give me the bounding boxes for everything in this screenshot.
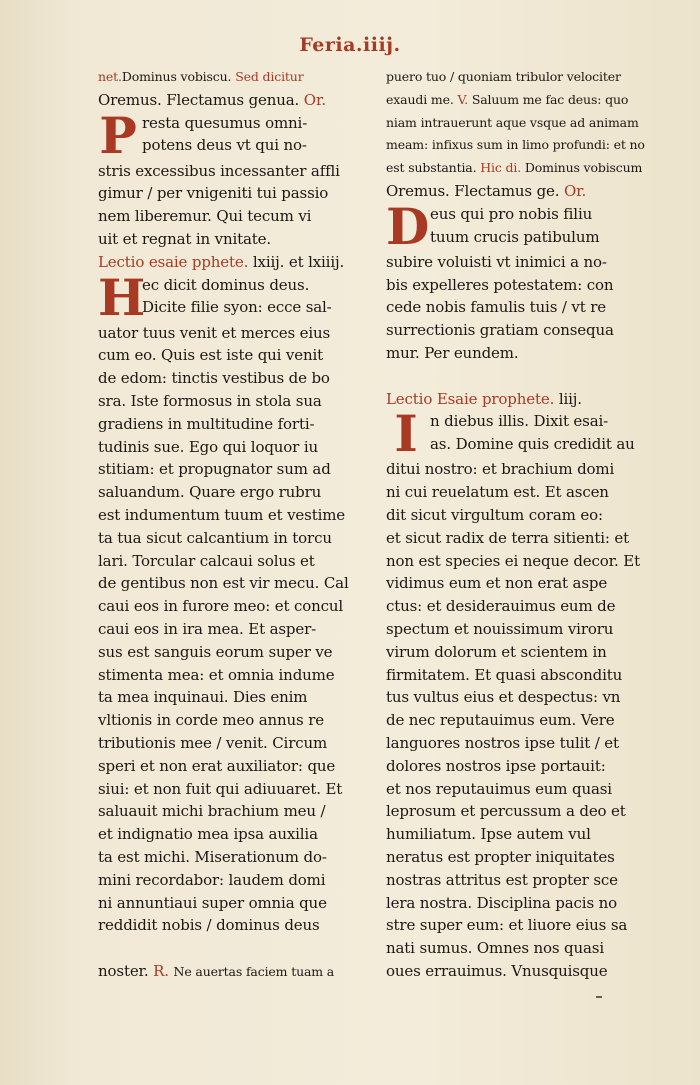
text-line: stimenta mea: et omnia indume (98, 665, 335, 684)
text-line: humiliatum. Ipse autem vul (386, 825, 591, 844)
text-line: et nos reputauimus eum quasi (386, 779, 612, 798)
text-line: Oremus. Flectamus ge. Or. (386, 181, 587, 200)
text-line: ni annuntiaui super omnia que (98, 893, 327, 912)
text-line: ta tua sicut calcantium in torcu (98, 528, 332, 547)
prayer-block (386, 196, 658, 256)
text-line: et indignatio mea ipsa auxilia (98, 825, 318, 844)
text-line: ec dicit dominus deus. (142, 275, 310, 294)
text-line: caui eos in ira mea. Et asper- (98, 619, 317, 638)
text-line: gimur / per vnigeniti tui passio (98, 184, 329, 203)
text-line: sra. Iste formosus in stola sua (98, 391, 322, 410)
text-line: nati sumus. Omnes nos quasi (386, 939, 605, 958)
text-line: dolores nostros ipse portauit: (386, 756, 606, 775)
text-line: uator tuus venit et merces eius (98, 323, 331, 342)
text-line: cede nobis famulis tuis / vt re (386, 298, 606, 317)
text-line: ta est michi. Miserationum do- (98, 847, 327, 866)
text-line: et sicut radix de terra sitienti: et (386, 528, 629, 547)
decorated-initial: P (99, 105, 137, 165)
text-line (386, 365, 658, 388)
text-line: Dicite filie syon: ecce sal- (142, 298, 332, 317)
text-line: oues errauimus. Vnusquisque (386, 961, 608, 980)
text-line: gradiens in multitudine forti- (98, 414, 315, 433)
text-line: noster. R. Ne auertas faciem tuam a (98, 961, 335, 980)
text-line: caui eos in furore meo: et concul (98, 597, 344, 616)
lectio-block (386, 404, 658, 464)
running-header: Feria.iiij. (299, 34, 401, 56)
text-line: surrectionis gratiam consequa (386, 321, 614, 340)
text-line: leprosum et percussum a deo et (386, 802, 626, 821)
prayer-block (98, 105, 376, 165)
text-line: eus qui pro nobis filiu (430, 204, 593, 223)
text-line: siui: et non fuit qui adiuuaret. Et (98, 779, 343, 798)
text-line: nem liberemur. Qui tecum vi (98, 207, 312, 226)
text-line: net.Dominus vobiscu. Sed dicitur (98, 69, 304, 84)
text-line: dit sicut virgultum coram eo: (386, 505, 603, 524)
text-line: lera nostra. Disciplina pacis no (386, 893, 618, 912)
text-line: cum eo. Quis est iste qui venit (98, 346, 324, 365)
decorated-initial: I (394, 404, 418, 464)
text-line: Oremus. Flectamus genua. Or. (98, 90, 326, 109)
text-line: est indumentum tuum et vestime (98, 505, 346, 524)
text-line: ctus: et desiderauimus eum de (386, 597, 616, 616)
text-line: lari. Torcular calcaui solus et (98, 551, 315, 570)
text-line (98, 937, 376, 960)
text-line: languores nostros ipse tulit / et (386, 733, 619, 752)
text-line: niam intrauerunt aque vsque ad animam (386, 114, 639, 130)
text-line: est substantia. Hic di. Dominus vobiscum (386, 160, 643, 176)
text-line: de gentibus non est vir mecu. Cal (98, 574, 349, 593)
text-line: ditui nostro: et brachium domi (386, 460, 615, 479)
page-mark (596, 996, 602, 998)
lectio-heading: Lectio Esaie prophete. liij. (386, 389, 582, 408)
text-line: de nec reputauimus eum. Vere (386, 711, 615, 730)
text-line: virum dolorum et scientem in (386, 642, 607, 661)
lectio-heading: Lectio esaie pphete. lxiij. et lxiiij. (98, 252, 345, 271)
text-line: subire voluisti vt inimici a no- (386, 252, 607, 271)
text-line: ta mea inquinaui. Dies enim (98, 688, 308, 707)
decorated-initial: H (98, 267, 146, 327)
text-line: mur. Per eundem. (386, 343, 519, 362)
text-line: tus vultus eius et despectus: vn (386, 688, 621, 707)
text-line: meam: infixus sum in limo profundi: et no (386, 137, 645, 153)
text-line: stre super eum: et liuore eius sa (386, 916, 628, 935)
text-line: bis expelleres potestatem: con (386, 275, 614, 294)
text-line: vidimus eum et non erat aspe (386, 574, 608, 593)
text-line: sus est sanguis eorum super ve (98, 642, 333, 661)
text-line: tributionis mee / venit. Circum (98, 733, 328, 752)
text-line: spectum et nouissimum viroru (386, 619, 614, 638)
text-line: resta quesumus omni- (142, 113, 308, 132)
text-line: ni cui reuelatum est. Et ascen (386, 483, 609, 502)
left-column (98, 66, 376, 983)
text-line: tudinis sue. Ego qui loquor iu (98, 437, 318, 456)
text-line: speri et non erat auxiliator: que (98, 756, 336, 775)
text-line: vltionis in corde meo annus re (98, 711, 324, 730)
text-line: firmitatem. Et quasi absconditu (386, 665, 623, 684)
text-line: stitiam: et propugnator sum ad (98, 460, 331, 479)
text-line: reddidit nobis / dominus deus (98, 916, 320, 935)
text-line: uit et regnat in vnitate. (98, 229, 272, 248)
text-line: tuum crucis patibulum (430, 227, 600, 246)
text-line: exaudi me. V. Saluum me fac deus: quo (386, 91, 629, 107)
text-line: as. Domine quis credidit au (430, 435, 635, 454)
text-line: n diebus illis. Dixit esai- (430, 412, 609, 431)
text-line: de edom: tinctis vestibus de bo (98, 369, 330, 388)
text-line: saluandum. Quare ergo rubru (98, 483, 322, 502)
text-line: non est species ei neque decor. Et (386, 551, 640, 570)
lectio-block (98, 267, 376, 327)
right-column (386, 66, 658, 983)
text-line: saluauit michi brachium meu / (98, 802, 326, 821)
text-line: potens deus vt qui no- (142, 136, 307, 155)
text-line: stris excessibus incessanter affli (98, 161, 340, 180)
text-line: puero tuo / quoniam tribulor velociter (386, 69, 621, 84)
text-line: neratus est propter iniquitates (386, 847, 615, 866)
text-line: nostras attritus est propter sce (386, 870, 618, 889)
decorated-initial: D (386, 196, 430, 256)
text-line: mini recordabor: laudem domi (98, 870, 326, 889)
